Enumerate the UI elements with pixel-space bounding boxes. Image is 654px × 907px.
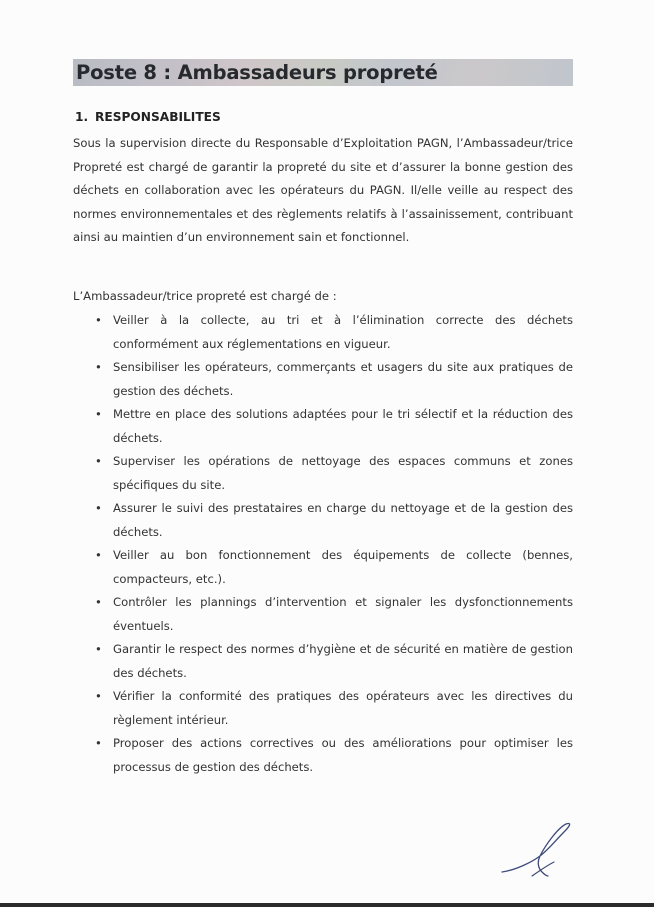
list-item <box>95 497 573 544</box>
bullet-icon: • <box>95 407 102 421</box>
list-item-text: Sensibiliser les opérateurs, commerçants et usagers du site aux pratiques de gestion des déchets. <box>113 360 573 398</box>
list-item-text: Garantir le respect des normes d’hygiène et de sécurité en matière de gestion des déchets. <box>113 642 573 680</box>
signature-initial-icon <box>496 822 586 882</box>
list-item-text: Vérifier la conformité des pratiques des opérateurs avec les directives du règlement intérieur. <box>113 689 573 727</box>
list-item-text: Contrôler les plannings d’intervention et signaler les dysfonctionnements éventuels. <box>113 595 573 633</box>
list-item-text: Veiller au bon fonctionnement des équipements de collecte (bennes, compacteurs, etc.). <box>113 548 573 586</box>
list-item <box>95 309 573 356</box>
bullet-icon: • <box>95 548 102 562</box>
list-item <box>95 544 573 591</box>
bullet-icon: • <box>95 736 102 750</box>
intro-paragraph: Sous la supervision directe du Responsable d’Exploitation PAGN, l’Ambassadeur/trice Propreté est chargé de garantir la propreté du site et d’assurer la bonne gestion des déchets en collaboration avec les opérateurs du PAGN. Il/elle veille au respect des normes environnementales et des règlements relatifs à l’assainissement, contribuant ainsi au maintien d’un environnement sain et fonctionnel. <box>73 136 573 244</box>
bullet-icon: • <box>95 360 102 374</box>
list-item <box>95 450 573 497</box>
section-heading-text: RESPONSABILITES <box>95 110 221 124</box>
list-item <box>95 638 573 685</box>
list-item-text: Superviser les opérations de nettoyage des espaces communs et zones spécifiques du site. <box>113 454 573 492</box>
list-item <box>95 356 573 403</box>
bullet-icon: • <box>95 642 102 656</box>
bullet-icon: • <box>95 595 102 609</box>
section-number: 1. <box>75 110 89 124</box>
list-item-text: Assurer le suivi des prestataires en charge du nettoyage et de la gestion des déchets. <box>113 501 573 539</box>
section-heading <box>75 110 221 124</box>
bullet-icon: • <box>95 313 102 327</box>
list-item <box>95 732 573 779</box>
list-item-text: Proposer des actions correctives ou des améliorations pour optimiser les processus de gestion des déchets. <box>113 736 573 774</box>
list-item-text: Mettre en place des solutions adaptées pour le tri sélectif et la réduction des déchets. <box>113 407 573 445</box>
bullet-icon: • <box>95 501 102 515</box>
page-title: Poste 8 : Ambassadeurs propreté <box>76 61 438 84</box>
list-item <box>95 403 573 450</box>
responsibilities-list <box>95 309 573 779</box>
list-item <box>95 685 573 732</box>
responsibilities-intro: L’Ambassadeur/trice propreté est chargé de : <box>73 289 337 303</box>
bullet-icon: • <box>95 454 102 468</box>
list-item-text: Veiller à la collecte, au tri et à l’élimination correcte des déchets conformément aux réglementations en vigueur. <box>113 313 573 351</box>
list-item <box>95 591 573 638</box>
scan-bottom-edge <box>0 903 654 907</box>
bullet-icon: • <box>95 689 102 703</box>
